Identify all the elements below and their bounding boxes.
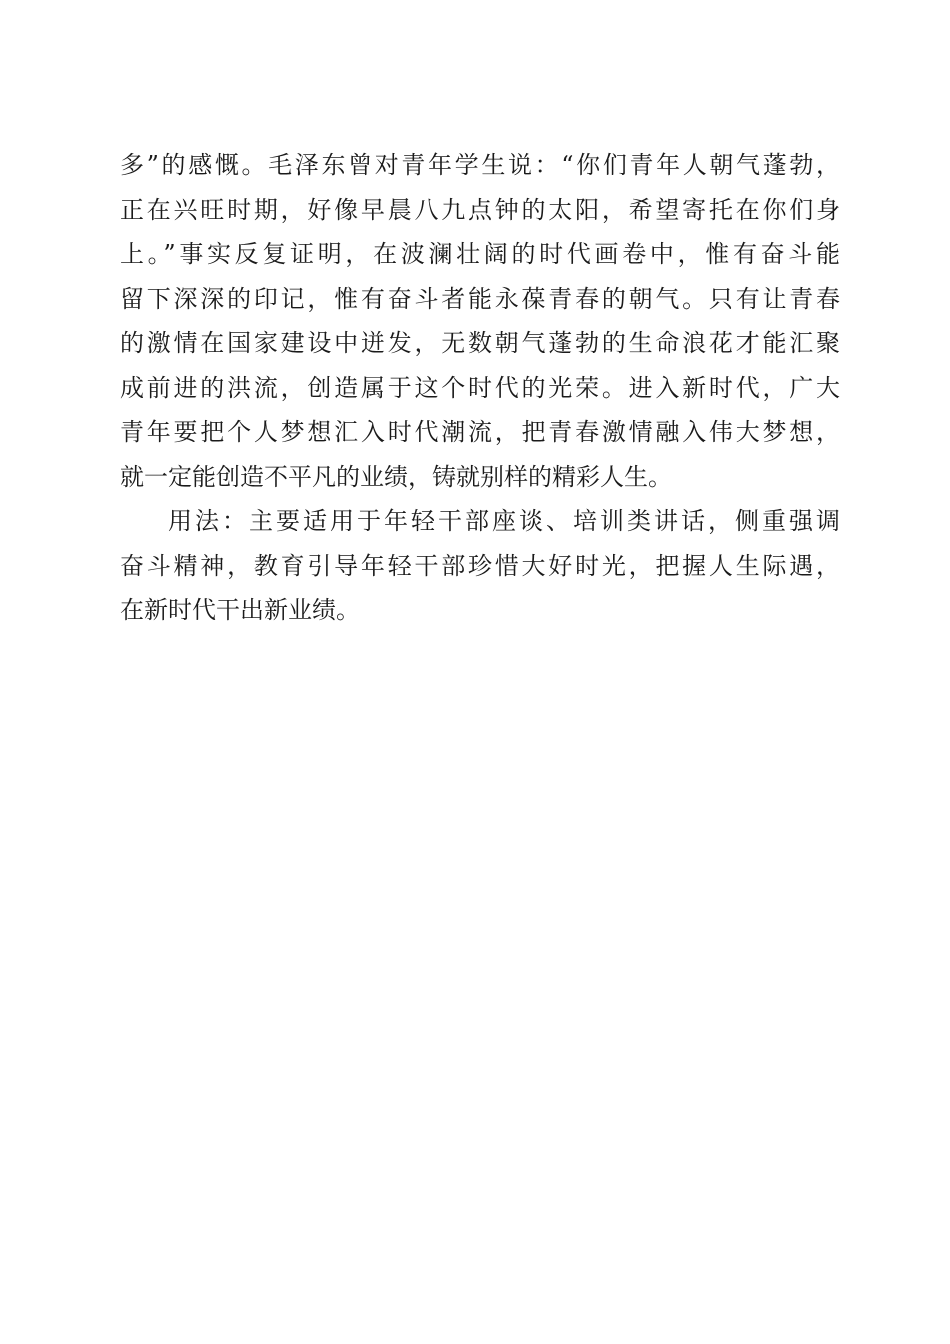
text-line: 上。”事实反复证明，在波澜壮阔的时代画卷中，惟有奋斗能: [120, 240, 840, 268]
text-line: 多”的感慨。毛泽东曾对青年学生说：“你们青年人朝气蓬勃，: [120, 151, 840, 179]
paragraph-usage: [120, 499, 840, 633]
document-body: [120, 143, 840, 633]
text-line: 留下深深的印记，惟有奋斗者能永葆青春的朝气。只有让青春: [120, 284, 840, 313]
paragraph-quote-mao: [120, 143, 840, 499]
text-line: 奋斗精神，教育引导年轻干部珍惜大好时光，把握人生际遇，: [120, 551, 840, 580]
text-line: 的激情在国家建设中迸发，无数朝气蓬勃的生命浪花才能汇聚: [120, 329, 840, 357]
text-line: 就一定能创造不平凡的业绩，铸就别样的精彩人生。: [120, 462, 672, 491]
text-line: 青年要把个人梦想汇入时代潮流，把青春激情融入伟大梦想，: [120, 418, 840, 446]
text-line: 用法：主要适用于年轻干部座谈、培训类讲话，侧重强调: [168, 507, 840, 535]
text-line: 成前进的洪流，创造属于这个时代的光荣。进入新时代，广大: [120, 373, 840, 402]
text-line: 正在兴旺时期，好像早晨八九点钟的太阳，希望寄托在你们身: [120, 195, 840, 224]
text-line: 在新时代干出新业绩。: [120, 596, 360, 624]
